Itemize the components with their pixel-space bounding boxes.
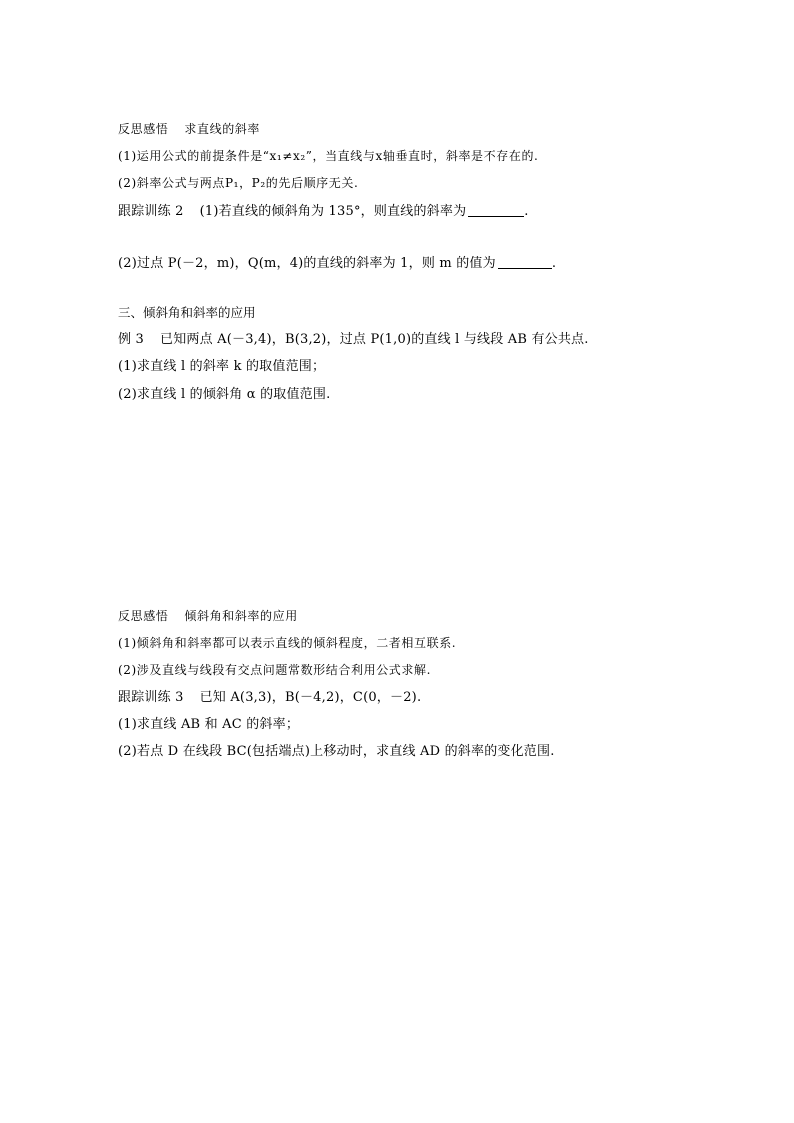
answer-blank[interactable] [498,256,552,269]
reflect-point-2: (2)涉及直线与线段有交点问题常数形结合利用公式求解. [118,663,432,677]
reflect-title: 求直线的斜率 [184,122,261,136]
reflect-heading-2 [118,610,298,622]
section-heading: 三、倾斜角和斜率的应用 [118,305,256,320]
reflect-point-1: (1)运用公式的前提条件是“x₁≠x₂”，当直线与x轴垂直时，斜率是不存在的. [118,149,539,163]
answer-blank[interactable] [468,204,524,217]
practice-q1-text: (1)若直线的倾斜角为 135°，则直线的斜率为 [199,204,467,219]
practice-label: 跟踪训练 3 [118,690,184,705]
reflect-point-2: (2)斜率公式与两点P₁，P₂的先后顺序无关. [118,176,359,190]
reflect-label: 反思感悟 [118,609,169,623]
example-3-stem [118,333,589,346]
example-stem-text: 已知两点 A(－3,4)，B(3,2)，过点 P(1,0)的直线 l 与线段 AB 有公共点. [160,332,589,347]
reflect-title: 倾斜角和斜率的应用 [184,609,298,623]
practice-3-question-2: (2)若点 D 在线段 BC(包括端点)上移动时，求直线 AD 的斜率的变化范围. [118,744,555,759]
practice-label: 跟踪训练 2 [118,204,184,219]
practice-3-stem [118,691,421,704]
practice-stem-text: 已知 A(3,3)，B(－4,2)，C(0，－2). [199,690,422,705]
reflect-label: 反思感悟 [118,122,169,136]
example-3-question-1: (1)求直线 l 的斜率 k 的取值范围； [118,359,326,374]
reflect-heading-1 [118,123,260,135]
practice-3-question-1: (1)求直线 AB 和 AC 的斜率； [118,717,300,732]
reflect-point-1: (1)倾斜角和斜率都可以表示直线的倾斜程度，二者相互联系. [118,636,457,650]
period: . [524,204,529,219]
period: . [551,256,557,271]
practice-q2-text: (2)过点 P(－2，m)，Q(m，4)的直线的斜率为 1，则 m 的值为 [118,256,496,271]
example-3-question-2: (2)求直线 l 的倾斜角 α 的取值范围. [118,387,331,402]
example-label: 例 3 [118,332,145,347]
practice-2-question-1 [118,204,529,218]
practice-2-question-2 [118,256,556,270]
